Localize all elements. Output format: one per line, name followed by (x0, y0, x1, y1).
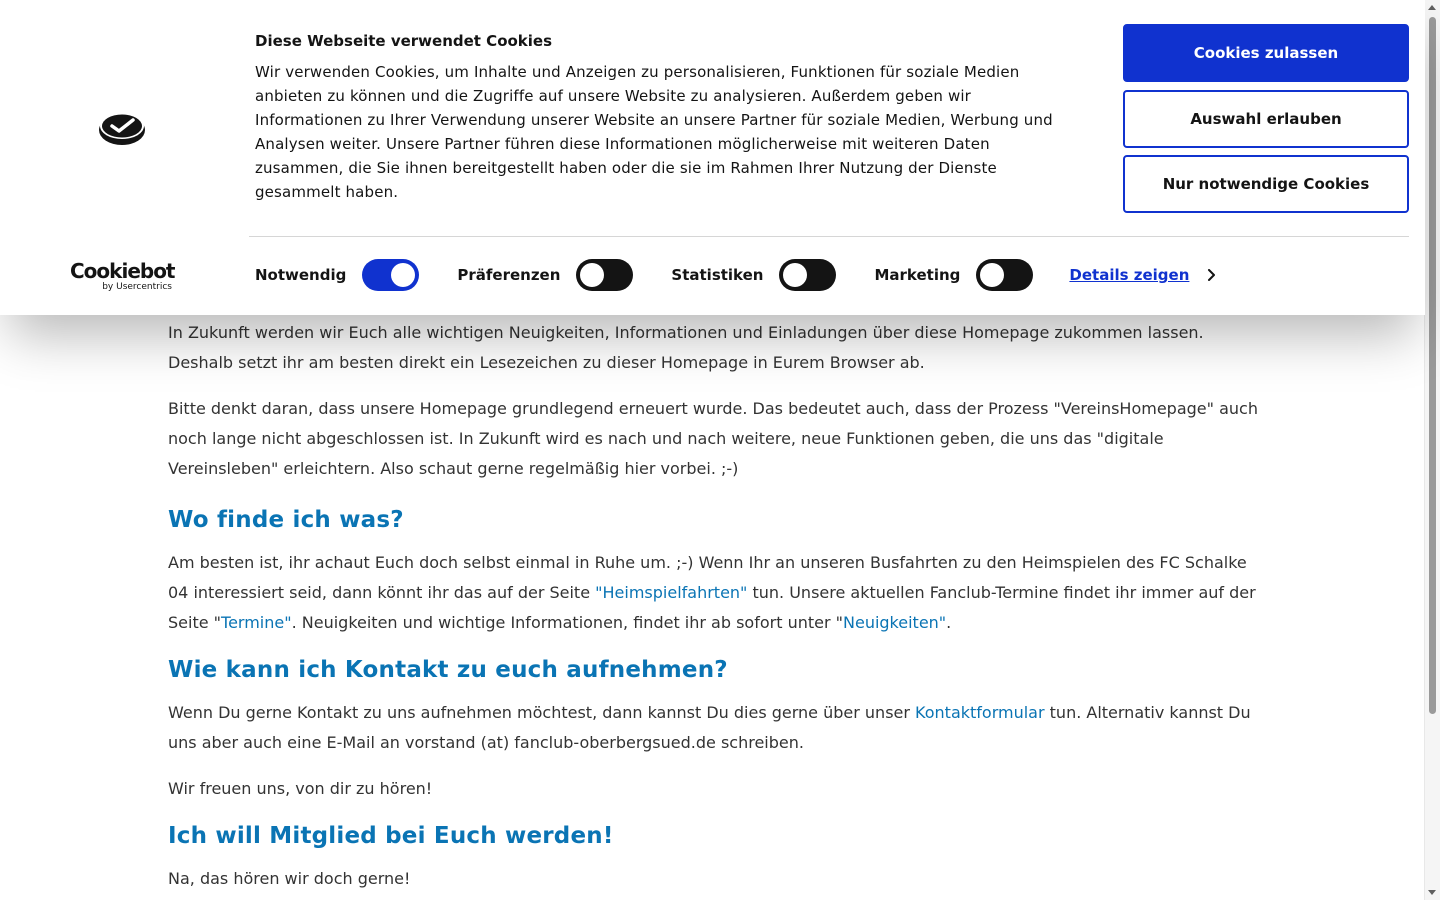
homepage-note-paragraph: Bitte denkt daran, dass unsere Homepage grundlegend erneuert wurde. Das bedeutet auch, dass der Prozess "VereinsHomepage" auch noch lange nicht abgeschlossen ist. In Zukunft wird es nach und nach weitere, neue Funktionen geben, die uns das "digitale Vereinsleben" erleichtern. Also schaut gerne regelmäßig hier vorbei. ;-) (168, 399, 1258, 478)
toggle-knob (783, 263, 807, 287)
cookie-banner-divider (249, 236, 1409, 237)
contact-text-1: Wenn Du gerne Kontakt zu uns aufnehmen möchtest, dann kannst Du dies gerne über unser (168, 703, 916, 722)
heading-contact: Wie kann ich Kontakt zu euch aufnehmen? (168, 657, 728, 683)
intro-paragraph: In Zukunft werden wir Euch alle wichtigen Neuigkeiten, Informationen und Einladungen über diese Homepage zukommen lassen. Deshalb setzt ihr am besten direkt ein Lesezeichen zu dieser Homepage in Eurem Browser ab. (168, 323, 1204, 372)
link-kontaktformular[interactable]: Kontaktformular (915, 703, 1045, 722)
page-scrollbar[interactable] (1424, 0, 1440, 900)
link-heimspielfahrten[interactable]: "Heimspielfahrten" (595, 583, 748, 602)
toggle-label-necessary: Notwendig (255, 266, 347, 284)
cookiebot-logo (70, 260, 174, 292)
link-termine[interactable]: Termine" (221, 613, 292, 632)
main-content (168, 318, 1268, 910)
allow-selection-button[interactable]: Auswahl erlauben (1123, 90, 1409, 148)
cookiebot-logo-sub: by Usercentrics (102, 282, 172, 292)
find-text-2: tun. Unsere aktuellen Fanclub-Termine findet ihr immer auf der Seite " (168, 583, 1256, 632)
show-details-label: Details zeigen (1069, 266, 1190, 284)
find-text-1: Am besten ist, ihr achaut Euch doch selbst einmal in Ruhe um. ;-) Wenn Ihr an unseren Busfahrten zu den Heimspielen des FC Schalke 04 interessiert seid, dann könnt ihr das auf der Seite (168, 553, 1247, 602)
necessary-cookies-only-button[interactable]: Nur notwendige Cookies (1123, 155, 1409, 213)
cookie-logo-icon (98, 108, 146, 146)
contact-paragraph (168, 698, 1268, 758)
membership-paragraph: Na, das hören wir doch gerne! (168, 869, 411, 888)
toggle-necessary[interactable] (362, 259, 419, 291)
scroll-up-arrow-icon[interactable] (1428, 5, 1436, 10)
cookie-consent-banner (0, 0, 1425, 315)
find-text-4: . (946, 613, 952, 632)
cookie-category-toggles (255, 256, 1215, 294)
toggle-knob (391, 263, 415, 287)
toggle-marketing[interactable] (976, 259, 1033, 291)
toggle-label-marketing: Marketing (874, 266, 961, 284)
toggle-label-statistics: Statistiken (671, 266, 764, 284)
toggle-knob (980, 263, 1004, 287)
toggle-label-preferences: Präferenzen (457, 266, 561, 284)
cookiebot-logo-text: Cookiebot (70, 259, 175, 283)
where-to-find-paragraph (168, 548, 1268, 638)
find-text-3: . Neuigkeiten und wichtige Informationen, findet ihr ab sofort unter " (291, 613, 843, 632)
toggle-preferences[interactable] (576, 259, 633, 291)
scroll-down-arrow-icon[interactable] (1428, 890, 1436, 895)
link-neuigkeiten[interactable]: Neuigkeiten" (843, 613, 947, 632)
heading-membership: Ich will Mitglied bei Euch werden! (168, 823, 614, 849)
heading-where-to-find: Wo finde ich was? (168, 507, 404, 533)
toggle-knob (580, 263, 604, 287)
cookie-banner-title: Diese Webseite verwendet Cookies (255, 32, 553, 50)
show-details-link[interactable] (1069, 266, 1215, 284)
cookie-banner-description: Wir verwenden Cookies, um Inhalte und Anzeigen zu personalisieren, Funktionen für soziale Medien anbieten zu können und die Zugriffe auf unsere Website zu analysieren. Außerdem geben wir Informationen zu Ihrer Verwendung unserer Website an unsere Partner für soziale Medien, Werbung und Analysen weiter. Unsere Partner führen diese Informationen möglicherweise mit weiteren Daten zusammen, die Sie ihnen bereitgestellt haben oder die sie im Rahmen Ihrer Nutzung der Dienste gesammelt haben. (255, 63, 1053, 201)
chevron-right-icon (1207, 269, 1215, 281)
allow-all-cookies-button[interactable]: Cookies zulassen (1123, 24, 1409, 82)
toggle-statistics[interactable] (779, 259, 836, 291)
contact-text-2: tun. Alternativ kannst Du uns aber auch eine E-Mail an vorstand (at) fanclub-oberbergsued.de schreiben. (168, 703, 1251, 752)
scrollbar-thumb[interactable] (1429, 17, 1436, 714)
looking-forward-paragraph: Wir freuen uns, von dir zu hören! (168, 779, 433, 798)
